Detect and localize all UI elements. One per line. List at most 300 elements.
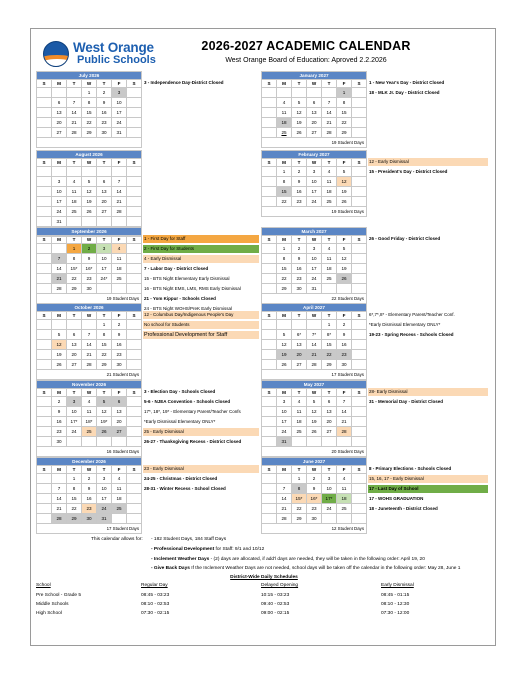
note-jun-1: 15, 16, 17 - Early Dismissal bbox=[368, 475, 488, 483]
day-cell bbox=[127, 118, 142, 128]
day-cell: 8 bbox=[67, 484, 82, 494]
weekday-header: T bbox=[67, 312, 82, 320]
weekday-header: S bbox=[37, 236, 52, 244]
day-cell: 22 bbox=[292, 504, 307, 514]
weekday-header: S bbox=[37, 159, 52, 167]
weekday-header: T bbox=[67, 80, 82, 88]
day-cell bbox=[352, 118, 367, 128]
month-header: December 2026 bbox=[37, 458, 142, 466]
note-sep-1: 2 - First Day for Students bbox=[143, 245, 259, 253]
day-cell: 27 bbox=[307, 128, 322, 138]
day-cell bbox=[322, 437, 337, 447]
day-cell: 31 bbox=[52, 217, 67, 227]
day-cell: 1 bbox=[277, 167, 292, 177]
note-sep-3: 7 - Labor Day - District Closed bbox=[144, 266, 209, 271]
day-cell: 22 bbox=[67, 504, 82, 514]
day-cell: 2 bbox=[82, 474, 97, 484]
weekday-header: M bbox=[277, 466, 292, 474]
day-cell: 7 bbox=[52, 484, 67, 494]
student-days-count: 17 Student Days bbox=[262, 370, 367, 380]
day-cell bbox=[127, 340, 142, 350]
weekday-header: S bbox=[127, 466, 142, 474]
note-dec-1: 24-25 - Christmas - District Closed bbox=[144, 476, 218, 481]
day-cell: 2 bbox=[52, 397, 67, 407]
day-cell: 10 bbox=[277, 407, 292, 417]
day-cell bbox=[127, 207, 142, 217]
day-cell: 12 bbox=[292, 108, 307, 118]
weekday-header: T bbox=[322, 466, 337, 474]
weekday-header: M bbox=[277, 389, 292, 397]
district-logo bbox=[43, 39, 156, 71]
day-cell: 7 bbox=[52, 254, 67, 264]
day-cell: 3 bbox=[67, 397, 82, 407]
day-cell bbox=[37, 274, 52, 284]
day-cell: 3 bbox=[307, 167, 322, 177]
day-cell: 3 bbox=[277, 397, 292, 407]
day-cell bbox=[277, 474, 292, 484]
day-cell bbox=[37, 494, 52, 504]
day-cell: 29 bbox=[337, 128, 352, 138]
day-cell bbox=[127, 187, 142, 197]
day-cell: 26 bbox=[82, 207, 97, 217]
day-cell bbox=[127, 417, 142, 427]
day-cell: 18 bbox=[322, 264, 337, 274]
day-cell bbox=[37, 437, 52, 447]
day-cell: 10 bbox=[307, 254, 322, 264]
day-cell: 15 bbox=[322, 340, 337, 350]
day-cell bbox=[112, 437, 127, 447]
day-cell bbox=[67, 167, 82, 177]
weekday-header: S bbox=[127, 312, 142, 320]
day-cell: 27 bbox=[292, 360, 307, 370]
weekday-header: W bbox=[82, 159, 97, 167]
weekday-header: T bbox=[292, 312, 307, 320]
day-cell: 16 bbox=[292, 264, 307, 274]
day-cell: 4 bbox=[322, 244, 337, 254]
day-cell: 23 bbox=[52, 427, 67, 437]
day-cell: 9 bbox=[307, 484, 322, 494]
month-header: October 2026 bbox=[37, 304, 142, 312]
day-cell bbox=[127, 350, 142, 360]
day-cell: 9 bbox=[82, 254, 97, 264]
day-cell: 22 bbox=[322, 350, 337, 360]
day-cell: 24 bbox=[112, 118, 127, 128]
day-cell bbox=[262, 177, 277, 187]
day-cell bbox=[352, 330, 367, 340]
day-cell: 16 bbox=[52, 417, 67, 427]
student-days-count: 19 Student Days bbox=[37, 294, 142, 304]
day-cell bbox=[352, 484, 367, 494]
day-cell: 19 bbox=[52, 350, 67, 360]
day-cell: 21 bbox=[82, 350, 97, 360]
day-cell bbox=[262, 274, 277, 284]
day-cell bbox=[127, 360, 142, 370]
logo-line2: Public Schools bbox=[77, 54, 156, 66]
day-cell: 18 bbox=[337, 494, 352, 504]
day-cell bbox=[37, 360, 52, 370]
weekday-header: W bbox=[307, 80, 322, 88]
day-cell bbox=[352, 108, 367, 118]
day-cell bbox=[352, 417, 367, 427]
day-cell: 16 bbox=[97, 108, 112, 118]
day-cell: 6* bbox=[292, 330, 307, 340]
day-cell: 22 bbox=[337, 118, 352, 128]
day-cell: 27 bbox=[322, 427, 337, 437]
weekday-header: S bbox=[127, 236, 142, 244]
day-cell bbox=[352, 504, 367, 514]
day-cell bbox=[352, 350, 367, 360]
day-cell bbox=[262, 197, 277, 207]
day-cell: 23 bbox=[292, 197, 307, 207]
day-cell: 31 bbox=[112, 128, 127, 138]
day-cell bbox=[112, 217, 127, 227]
day-cell: 5 bbox=[82, 177, 97, 187]
allowance-line-3: - Inclement Weather Days - (2) days are allocated, if add'l days are needed, they will be taken in the following order: April 19, 20 bbox=[151, 557, 425, 562]
day-cell: 11 bbox=[292, 407, 307, 417]
day-cell: 7 bbox=[112, 177, 127, 187]
day-cell: 21 bbox=[307, 350, 322, 360]
day-cell bbox=[37, 350, 52, 360]
day-cell bbox=[37, 417, 52, 427]
day-cell bbox=[352, 197, 367, 207]
note-jun-0: 8 - Primary Elections - Schools Closed bbox=[369, 466, 452, 471]
day-cell bbox=[262, 417, 277, 427]
day-cell: 23 bbox=[337, 350, 352, 360]
day-cell: 30 bbox=[82, 284, 97, 294]
day-cell: 29 bbox=[97, 360, 112, 370]
weekday-header: W bbox=[82, 389, 97, 397]
day-cell: 12 bbox=[337, 254, 352, 264]
day-cell bbox=[292, 88, 307, 98]
day-cell bbox=[307, 88, 322, 98]
day-cell bbox=[127, 484, 142, 494]
day-cell: 27 bbox=[97, 207, 112, 217]
day-cell: 20 bbox=[307, 118, 322, 128]
day-cell: 28 bbox=[322, 128, 337, 138]
month-grid-december-2026 bbox=[36, 457, 142, 534]
weekday-header: T bbox=[292, 80, 307, 88]
day-cell bbox=[352, 360, 367, 370]
weekday-header: T bbox=[67, 159, 82, 167]
day-cell: 14 bbox=[82, 340, 97, 350]
weekday-header: M bbox=[52, 236, 67, 244]
day-cell: 3 bbox=[322, 474, 337, 484]
weekday-header: S bbox=[127, 389, 142, 397]
weekday-header: W bbox=[307, 236, 322, 244]
weekday-header: S bbox=[352, 389, 367, 397]
day-cell bbox=[127, 504, 142, 514]
schedules-title: District-Wide Daily Schedules bbox=[230, 575, 298, 580]
month-grid-october-2026 bbox=[36, 303, 142, 380]
day-cell: 7 bbox=[277, 484, 292, 494]
day-cell: 8 bbox=[67, 254, 82, 264]
day-cell: 28 bbox=[52, 284, 67, 294]
day-cell bbox=[262, 397, 277, 407]
day-cell: 23 bbox=[112, 350, 127, 360]
day-cell: 17* bbox=[67, 417, 82, 427]
day-cell bbox=[352, 128, 367, 138]
weekday-header: M bbox=[52, 389, 67, 397]
day-cell bbox=[127, 320, 142, 330]
day-cell: 12 bbox=[277, 340, 292, 350]
day-cell: 5 bbox=[97, 397, 112, 407]
note-jan-1: 18 - MLK Jr. Day - District Closed bbox=[369, 90, 440, 95]
day-cell bbox=[352, 167, 367, 177]
day-cell bbox=[37, 108, 52, 118]
month-grid-april-2027 bbox=[261, 303, 367, 380]
day-cell: 5 bbox=[337, 244, 352, 254]
day-cell: 23 bbox=[97, 118, 112, 128]
day-cell: 17 bbox=[307, 264, 322, 274]
day-cell: 18* bbox=[82, 417, 97, 427]
day-cell: 19 bbox=[337, 264, 352, 274]
day-cell bbox=[352, 494, 367, 504]
day-cell: 15 bbox=[82, 108, 97, 118]
day-cell: 9 bbox=[112, 330, 127, 340]
day-cell bbox=[97, 217, 112, 227]
day-cell: 16* bbox=[82, 264, 97, 274]
day-cell bbox=[37, 340, 52, 350]
weekday-header: F bbox=[337, 312, 352, 320]
day-cell bbox=[37, 244, 52, 254]
day-cell bbox=[322, 514, 337, 524]
day-cell bbox=[127, 397, 142, 407]
student-days-count: 20 Student Days bbox=[262, 447, 367, 457]
day-cell: 18 bbox=[112, 264, 127, 274]
day-cell: 15* bbox=[67, 264, 82, 274]
day-cell bbox=[37, 98, 52, 108]
day-cell: 18 bbox=[292, 417, 307, 427]
day-cell bbox=[352, 254, 367, 264]
day-cell: 21 bbox=[322, 118, 337, 128]
weekday-header: T bbox=[322, 159, 337, 167]
day-cell: 6 bbox=[322, 397, 337, 407]
weekday-header: F bbox=[112, 312, 127, 320]
day-cell bbox=[127, 254, 142, 264]
day-cell: 21 bbox=[112, 197, 127, 207]
weekday-header: M bbox=[52, 312, 67, 320]
day-cell: 7 bbox=[67, 98, 82, 108]
weekday-header: T bbox=[292, 236, 307, 244]
day-cell: 15 bbox=[67, 494, 82, 504]
day-cell bbox=[52, 88, 67, 98]
day-cell bbox=[352, 88, 367, 98]
day-cell: 28 bbox=[277, 514, 292, 524]
day-cell: 26 bbox=[277, 360, 292, 370]
day-cell: 27 bbox=[112, 427, 127, 437]
day-cell: 29 bbox=[292, 514, 307, 524]
day-cell: 11 bbox=[82, 407, 97, 417]
day-cell: 16 bbox=[112, 340, 127, 350]
day-cell: 14 bbox=[322, 108, 337, 118]
day-cell: 30 bbox=[292, 284, 307, 294]
day-cell: 24 bbox=[307, 274, 322, 284]
day-cell bbox=[262, 474, 277, 484]
day-cell bbox=[262, 330, 277, 340]
day-cell: 2 bbox=[82, 244, 97, 254]
note-may-1: 31 - Memorial Day - District Closed bbox=[369, 399, 444, 404]
weekday-header: S bbox=[37, 312, 52, 320]
weekday-header: W bbox=[307, 159, 322, 167]
day-cell bbox=[307, 437, 322, 447]
schedule-cell: 08:45 - 03:23 bbox=[141, 593, 170, 598]
day-cell bbox=[127, 264, 142, 274]
allowance-line-4: - Give Back Days If the Inclement Weather Days are not needed, school days will be taken off the calendar in the following order: May 28, June 1 bbox=[151, 566, 461, 571]
day-cell bbox=[37, 207, 52, 217]
weekday-header: F bbox=[337, 236, 352, 244]
day-cell: 30 bbox=[337, 360, 352, 370]
day-cell bbox=[352, 407, 367, 417]
day-cell: 9 bbox=[337, 330, 352, 340]
day-cell: 21 bbox=[52, 504, 67, 514]
note-sep-2: 4 - Early Dismissal bbox=[143, 255, 259, 263]
month-grid-june-2027 bbox=[261, 457, 367, 534]
day-cell bbox=[352, 397, 367, 407]
day-cell bbox=[262, 167, 277, 177]
day-cell bbox=[262, 514, 277, 524]
student-days-count: 19 Student Days bbox=[262, 207, 367, 217]
day-cell bbox=[37, 504, 52, 514]
student-days-count: 17 Student Days bbox=[37, 524, 142, 534]
day-cell bbox=[37, 197, 52, 207]
weekday-header: T bbox=[97, 312, 112, 320]
weekday-header: T bbox=[97, 236, 112, 244]
day-cell bbox=[127, 98, 142, 108]
day-cell: 4 bbox=[82, 397, 97, 407]
day-cell: 27 bbox=[67, 360, 82, 370]
day-cell: 31 bbox=[277, 437, 292, 447]
day-cell: 18 bbox=[67, 197, 82, 207]
month-grid-may-2027 bbox=[261, 380, 367, 457]
day-cell bbox=[307, 320, 322, 330]
weekday-header: T bbox=[322, 389, 337, 397]
day-cell: 13 bbox=[52, 108, 67, 118]
weekday-header: S bbox=[352, 236, 367, 244]
day-cell: 30 bbox=[307, 514, 322, 524]
weekday-header: F bbox=[112, 466, 127, 474]
day-cell bbox=[337, 514, 352, 524]
day-cell bbox=[82, 167, 97, 177]
day-cell: 18 bbox=[277, 118, 292, 128]
day-cell: 12 bbox=[82, 187, 97, 197]
schedule-cell: Middle Schools bbox=[36, 602, 69, 607]
day-cell bbox=[127, 474, 142, 484]
day-cell: 25 bbox=[322, 197, 337, 207]
day-cell: 19 bbox=[337, 187, 352, 197]
day-cell: 20 bbox=[97, 197, 112, 207]
note-mar-0: 26 - Good Friday - District Closed bbox=[369, 236, 441, 241]
day-cell: 16* bbox=[307, 494, 322, 504]
month-grid-march-2027 bbox=[261, 227, 367, 304]
day-cell bbox=[127, 274, 142, 284]
weekday-header: S bbox=[262, 312, 277, 320]
day-cell: 31 bbox=[97, 514, 112, 524]
schedule-cell: 08:10 - 12:30 bbox=[381, 602, 410, 607]
day-cell bbox=[37, 118, 52, 128]
day-cell bbox=[262, 484, 277, 494]
note-nov-2: 17*, 18*, 19* - Elementary Parent/Teacher Confs bbox=[144, 409, 241, 414]
day-cell: 1 bbox=[292, 474, 307, 484]
day-cell: 9 bbox=[292, 177, 307, 187]
day-cell bbox=[337, 437, 352, 447]
day-cell: 2 bbox=[292, 244, 307, 254]
day-cell bbox=[262, 244, 277, 254]
note-nov-4: 25 - Early Dismissal bbox=[143, 428, 259, 436]
day-cell: 14 bbox=[52, 494, 67, 504]
day-cell: 21 bbox=[337, 417, 352, 427]
student-days-count: 22 Student Days bbox=[262, 294, 367, 304]
schedule-cell: 08:45 - 01:15 bbox=[381, 593, 410, 598]
month-grid-july-2026 bbox=[36, 71, 142, 148]
allowance-line-1: - 182 Student Days, 184 Staff Days bbox=[151, 537, 227, 542]
day-cell: 3 bbox=[307, 244, 322, 254]
allowance-line-2: - Professional Development for Staff: 9/1 and 10/12 bbox=[151, 547, 265, 552]
day-cell: 17 bbox=[97, 264, 112, 274]
day-cell bbox=[352, 187, 367, 197]
note-may-0: 28- Early Dismissal bbox=[368, 388, 488, 396]
weekday-header: S bbox=[37, 80, 52, 88]
day-cell: 2 bbox=[337, 320, 352, 330]
day-cell bbox=[262, 108, 277, 118]
day-cell bbox=[37, 217, 52, 227]
day-cell: 29 bbox=[277, 284, 292, 294]
day-cell bbox=[67, 217, 82, 227]
weekday-header: T bbox=[322, 80, 337, 88]
day-cell: 13 bbox=[97, 187, 112, 197]
day-cell bbox=[352, 264, 367, 274]
weekday-header: S bbox=[352, 159, 367, 167]
schedule-header: School bbox=[36, 583, 51, 588]
page-title: 2026-2027 ACADEMIC CALENDAR bbox=[201, 39, 411, 53]
day-cell bbox=[262, 504, 277, 514]
day-cell: 13 bbox=[307, 108, 322, 118]
month-header: August 2026 bbox=[37, 151, 142, 159]
day-cell: 24 bbox=[97, 504, 112, 514]
day-cell bbox=[97, 437, 112, 447]
weekday-header: M bbox=[277, 312, 292, 320]
note-jan-0: 1 - New Year's Day - District Closed bbox=[369, 80, 445, 85]
month-header: March 2027 bbox=[262, 228, 367, 236]
note-nov-1: 5-6 - NJEA Convention - Schools Closed bbox=[144, 399, 231, 404]
day-cell: 4 bbox=[292, 397, 307, 407]
day-cell: 19 bbox=[292, 118, 307, 128]
student-days-count bbox=[37, 138, 142, 148]
day-cell bbox=[112, 514, 127, 524]
day-cell: 21 bbox=[277, 504, 292, 514]
day-cell bbox=[352, 474, 367, 484]
day-cell: 14 bbox=[307, 340, 322, 350]
weekday-header: M bbox=[277, 159, 292, 167]
day-cell: 6 bbox=[52, 98, 67, 108]
day-cell bbox=[277, 88, 292, 98]
day-cell: 12 bbox=[307, 407, 322, 417]
schedule-cell: 10:15 - 03:23 bbox=[261, 593, 290, 598]
day-cell bbox=[37, 514, 52, 524]
schedule-cell: 09:00 - 02:15 bbox=[261, 611, 290, 616]
month-header: November 2026 bbox=[37, 381, 142, 389]
month-header: May 2027 bbox=[262, 381, 367, 389]
weekday-header: S bbox=[262, 466, 277, 474]
day-cell bbox=[262, 187, 277, 197]
day-cell bbox=[322, 284, 337, 294]
student-days-count: 12 Student Days bbox=[262, 524, 367, 534]
day-cell bbox=[37, 484, 52, 494]
day-cell: 17 bbox=[97, 494, 112, 504]
note-jul-0: 3 - Independence Day-District Closed bbox=[144, 80, 224, 85]
weekday-header: S bbox=[127, 80, 142, 88]
note-oct-0: 12 - Columbus Day/Indigenous People's Day bbox=[143, 311, 259, 319]
schedule-cell: 08:10 - 02:53 bbox=[141, 602, 170, 607]
